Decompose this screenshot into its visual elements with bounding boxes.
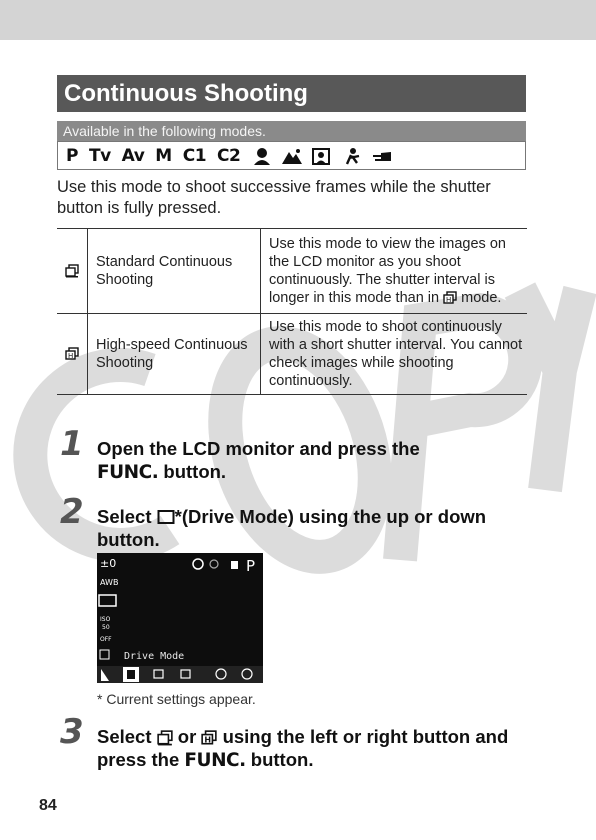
step-1-text <box>97 437 517 484</box>
svg-text:H: H <box>446 296 452 305</box>
step-1-text-a: Open the LCD monitor and press the <box>97 438 420 459</box>
step-3-text-a: Select <box>97 726 152 747</box>
modes-row <box>57 141 526 170</box>
mode-tv: Tv <box>88 145 111 166</box>
high-speed-continuous-icon <box>201 730 217 746</box>
step-3-or: or <box>177 726 197 747</box>
modes-header: Available in the following modes. <box>57 121 526 141</box>
func-button-label: FUNC. <box>184 750 246 771</box>
step-2-number: 2 <box>60 492 84 532</box>
step-3-text-b: using the left or right button and press the <box>97 726 509 770</box>
step-2-text <box>97 505 517 551</box>
svg-text:ISO: ISO <box>100 616 111 623</box>
continuous-icon <box>157 730 173 746</box>
portrait-icon <box>251 147 273 165</box>
mode-name: High-speed Continuous Shooting <box>88 314 261 395</box>
top-band <box>0 0 596 40</box>
step-1-number: 1 <box>60 424 84 464</box>
svg-text:H: H <box>204 735 212 745</box>
image-caption: * Current settings appear. <box>97 691 256 707</box>
svg-text:H: H <box>68 352 74 361</box>
high-speed-continuous-icon <box>443 291 457 305</box>
landscape-icon <box>281 147 303 165</box>
mode-c1: C1 <box>182 145 207 166</box>
svg-text:50: 50 <box>102 624 110 631</box>
fast-shutter-icon <box>341 147 363 165</box>
step-1-text-b: button. <box>163 461 227 482</box>
mode-av: Av <box>121 145 145 166</box>
description-text: Use this mode to view the images on the LCD monitor as you shoot continuously. The shutter interval is longer in this mode than in <box>269 236 506 306</box>
lcd-drive-mode-label: Drive Mode <box>124 651 185 662</box>
slow-shutter-icon <box>371 147 393 165</box>
lcd-mode-p: P <box>246 557 256 575</box>
section-title: Continuous Shooting <box>57 75 526 112</box>
mode-description <box>261 229 528 314</box>
continuous-icon <box>57 229 88 314</box>
step-2-text-a: Select <box>97 506 152 527</box>
svg-text:OFF: OFF <box>100 636 112 643</box>
step-3-text <box>97 725 517 772</box>
svg-text:AWB: AWB <box>100 578 119 587</box>
mode-p: P <box>66 145 78 166</box>
page-number: 84 <box>39 797 57 814</box>
high-speed-continuous-icon <box>57 314 88 395</box>
lcd-screen-image <box>97 553 263 683</box>
step-3-text-c: button. <box>250 749 314 770</box>
table-row <box>57 314 527 395</box>
mode-c2: C2 <box>217 145 241 166</box>
mode-description: Use this mode to shoot continuously with a short shutter interval. You cannot check images while shooting continuously. <box>261 314 528 395</box>
drive-mode-table <box>57 228 527 395</box>
step-3-number: 3 <box>60 712 84 752</box>
mode-m: M <box>155 145 172 166</box>
drive-mode-icon <box>157 509 175 525</box>
intro-text: Use this mode to shoot successive frames while the shutter button is fully pressed. <box>57 178 491 217</box>
func-button-label: FUNC. <box>97 462 159 483</box>
night-scene-icon <box>311 147 333 165</box>
exposure-readout: ±0 <box>100 557 117 570</box>
table-row <box>57 229 527 314</box>
step-2-text-b: *(Drive Mode) using the up or down button. <box>97 506 487 550</box>
description-text-end: mode. <box>461 290 502 306</box>
mode-name: Standard Continuous Shooting <box>88 229 261 314</box>
